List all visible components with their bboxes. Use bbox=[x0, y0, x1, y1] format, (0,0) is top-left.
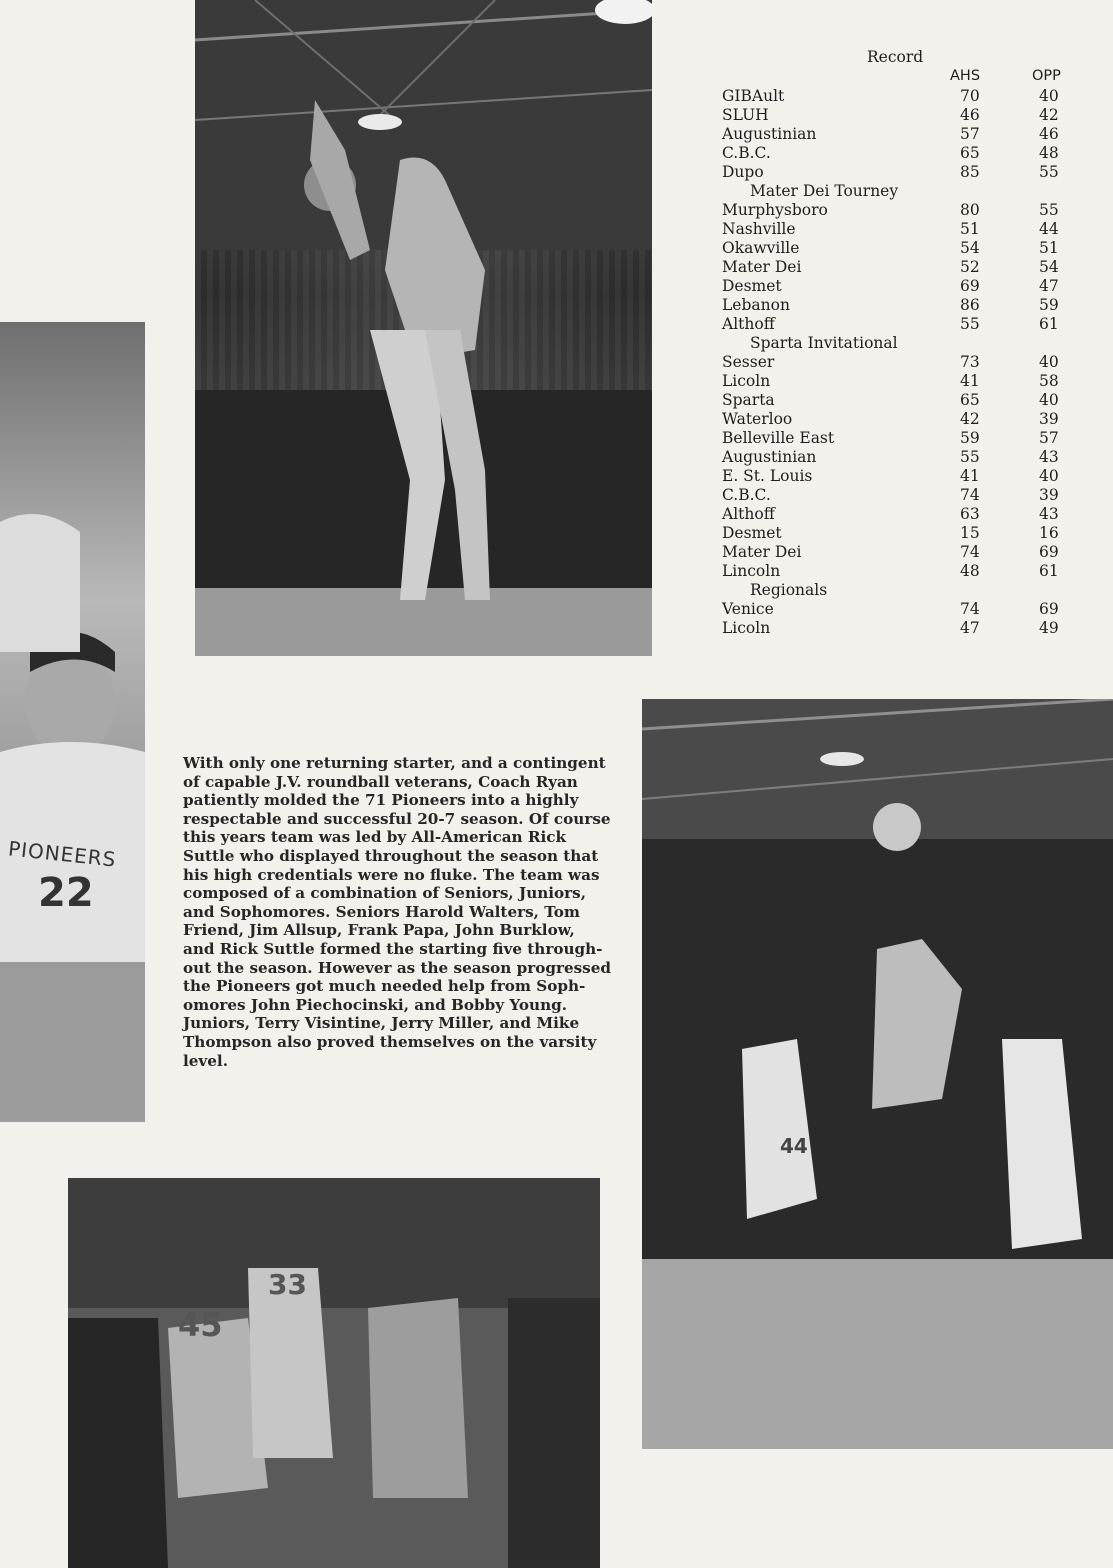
season-summary-text bbox=[183, 754, 623, 1070]
opponent-name: Sesser bbox=[722, 353, 775, 371]
record-row bbox=[722, 562, 1072, 581]
record-header-ahs: AHS bbox=[950, 68, 981, 84]
opponent-name: Augustinian bbox=[722, 125, 817, 143]
opponent-name: C.B.C. bbox=[722, 144, 771, 162]
record-row bbox=[722, 619, 1072, 638]
opp-score: 40 bbox=[1039, 353, 1059, 371]
opp-score: 61 bbox=[1039, 315, 1059, 333]
story-line: composed of a combination of Seniors, Juniors, bbox=[183, 884, 587, 903]
opp-score: 39 bbox=[1039, 486, 1059, 504]
ahs-score: 41 bbox=[960, 467, 980, 485]
opponent-name: Althoff bbox=[722, 505, 775, 523]
opponent-name: E. St. Louis bbox=[722, 467, 813, 485]
opp-score: 39 bbox=[1039, 410, 1059, 428]
story-line: the Pioneers got much needed help from Soph- bbox=[183, 977, 586, 996]
record-rows bbox=[722, 87, 1072, 638]
story-line: and Rick Suttle formed the starting five through- bbox=[183, 939, 603, 958]
ahs-score: 74 bbox=[960, 486, 980, 504]
opp-score: 57 bbox=[1039, 429, 1059, 447]
record-row bbox=[722, 277, 1072, 296]
record-row bbox=[722, 239, 1072, 258]
record-row bbox=[722, 600, 1072, 619]
opp-score: 16 bbox=[1039, 524, 1059, 542]
ahs-score: 85 bbox=[960, 163, 980, 181]
jersey-number-45: 45 bbox=[178, 1306, 223, 1344]
opp-score: 44 bbox=[1039, 220, 1059, 238]
ahs-score: 73 bbox=[960, 353, 980, 371]
photo-jump-shot-art bbox=[642, 699, 1113, 1449]
story-line: Friend, Jim Allsup, Frank Papa, John Burklow, bbox=[183, 921, 575, 940]
jersey-number-33: 33 bbox=[268, 1268, 307, 1301]
ahs-score: 65 bbox=[960, 144, 980, 162]
record-row bbox=[722, 315, 1072, 334]
ahs-score: 52 bbox=[960, 258, 980, 276]
section-label: Regionals bbox=[750, 581, 828, 599]
opponent-name: Murphysboro bbox=[722, 201, 828, 219]
opp-score: 69 bbox=[1039, 543, 1059, 561]
ahs-score: 74 bbox=[960, 543, 980, 561]
ahs-score: 80 bbox=[960, 201, 980, 219]
ahs-score: 65 bbox=[960, 391, 980, 409]
record-row bbox=[722, 391, 1072, 410]
record-row bbox=[722, 429, 1072, 448]
opp-score: 59 bbox=[1039, 296, 1059, 314]
opponent-name: Augustinian bbox=[722, 448, 817, 466]
opponent-name: Licoln bbox=[722, 372, 771, 390]
record-row bbox=[722, 296, 1072, 315]
opponent-name: Dupo bbox=[722, 163, 764, 181]
ahs-score: 51 bbox=[960, 220, 980, 238]
ahs-score: 69 bbox=[960, 277, 980, 295]
record-section-heading bbox=[722, 581, 1072, 600]
record-header-opp: OPP bbox=[1032, 68, 1061, 84]
opponent-name: Mater Dei bbox=[722, 543, 802, 561]
jersey-number-44: 44 bbox=[780, 1134, 808, 1158]
opponent-name: Mater Dei bbox=[722, 258, 802, 276]
opp-score: 55 bbox=[1039, 201, 1059, 219]
photo-team-huddle bbox=[68, 1178, 600, 1568]
story-line: and Sophomores. Seniors Harold Walters, Tom bbox=[183, 902, 580, 921]
record-row bbox=[722, 125, 1072, 144]
photo-player-portrait-art bbox=[0, 322, 145, 1122]
record-row bbox=[722, 448, 1072, 467]
record-row bbox=[722, 258, 1072, 277]
opponent-name: Desmet bbox=[722, 524, 782, 542]
record-row bbox=[722, 524, 1072, 543]
opp-score: 40 bbox=[1039, 391, 1059, 409]
opp-score: 47 bbox=[1039, 277, 1059, 295]
ahs-score: 48 bbox=[960, 562, 980, 580]
opp-score: 46 bbox=[1039, 125, 1059, 143]
record-row bbox=[722, 220, 1072, 239]
record-row bbox=[722, 163, 1072, 182]
ahs-score: 54 bbox=[960, 239, 980, 257]
opponent-name: Nashville bbox=[722, 220, 796, 238]
ahs-score: 86 bbox=[960, 296, 980, 314]
opponent-name: SLUH bbox=[722, 106, 769, 124]
opp-score: 48 bbox=[1039, 144, 1059, 162]
opponent-name: C.B.C. bbox=[722, 486, 771, 504]
opp-score: 54 bbox=[1039, 258, 1059, 276]
opp-score: 49 bbox=[1039, 619, 1059, 637]
opp-score: 55 bbox=[1039, 163, 1059, 181]
opponent-name: Waterloo bbox=[722, 410, 793, 428]
ahs-score: 15 bbox=[960, 524, 980, 542]
record-row bbox=[722, 410, 1072, 429]
opponent-name: Licoln bbox=[722, 619, 771, 637]
opponent-name: Desmet bbox=[722, 277, 782, 295]
photo-rebound-jump bbox=[195, 0, 652, 656]
opponent-name: Althoff bbox=[722, 315, 775, 333]
ahs-score: 59 bbox=[960, 429, 980, 447]
story-line: Suttle who displayed throughout the season that bbox=[183, 846, 599, 865]
opponent-name: Lincoln bbox=[722, 562, 781, 580]
record-row bbox=[722, 353, 1072, 372]
record-row bbox=[722, 467, 1072, 486]
ahs-score: 63 bbox=[960, 505, 980, 523]
opp-score: 43 bbox=[1039, 448, 1059, 466]
opponent-name: Okawville bbox=[722, 239, 800, 257]
ahs-score: 57 bbox=[960, 125, 980, 143]
record-row bbox=[722, 505, 1072, 524]
record-row bbox=[722, 144, 1072, 163]
story-line: Thompson also proved themselves on the varsity bbox=[183, 1032, 597, 1051]
record-title: Record bbox=[867, 48, 924, 66]
story-line: Juniors, Terry Visintine, Jerry Miller, and Mike bbox=[183, 1014, 580, 1033]
opp-score: 61 bbox=[1039, 562, 1059, 580]
story-line: patiently molded the 71 Pioneers into a highly bbox=[183, 791, 579, 810]
record-section-heading bbox=[722, 182, 1072, 201]
story-line: of capable J.V. roundball veterans, Coach Ryan bbox=[183, 772, 578, 791]
story-line: his high credentials were no fluke. The team was bbox=[183, 865, 600, 884]
story-line: omores John Piechocinski, and Bobby Young. bbox=[183, 995, 568, 1014]
record-row bbox=[722, 486, 1072, 505]
opp-score: 51 bbox=[1039, 239, 1059, 257]
section-label: Sparta Invitational bbox=[750, 334, 898, 352]
ahs-score: 47 bbox=[960, 619, 980, 637]
opp-score: 43 bbox=[1039, 505, 1059, 523]
ahs-score: 74 bbox=[960, 600, 980, 618]
opp-score: 40 bbox=[1039, 467, 1059, 485]
story-line: level. bbox=[183, 1051, 228, 1070]
record-row bbox=[722, 106, 1072, 125]
story-line: out the season. However as the season progressed bbox=[183, 958, 611, 977]
photo-rebound-jump-art bbox=[195, 0, 652, 656]
story-line: With only one returning starter, and a contingent bbox=[183, 754, 606, 772]
ahs-score: 55 bbox=[960, 315, 980, 333]
opponent-name: Lebanon bbox=[722, 296, 790, 314]
opponent-name: Venice bbox=[722, 600, 774, 618]
ahs-score: 46 bbox=[960, 106, 980, 124]
opp-score: 58 bbox=[1039, 372, 1059, 390]
ahs-score: 70 bbox=[960, 87, 980, 105]
record-row bbox=[722, 87, 1072, 106]
opponent-name: Sparta bbox=[722, 391, 775, 409]
opponent-name: GIBAult bbox=[722, 87, 785, 105]
opp-score: 42 bbox=[1039, 106, 1059, 124]
record-row bbox=[722, 543, 1072, 562]
opp-score: 69 bbox=[1039, 600, 1059, 618]
record-row bbox=[722, 201, 1072, 220]
ahs-score: 41 bbox=[960, 372, 980, 390]
opponent-name: Belleville East bbox=[722, 429, 835, 447]
section-label: Mater Dei Tourney bbox=[750, 182, 899, 200]
jersey-text: PIONEERS bbox=[7, 836, 118, 872]
photo-team-huddle-art bbox=[68, 1178, 600, 1568]
jersey-number: 22 bbox=[38, 870, 94, 916]
record-section-heading bbox=[722, 334, 1072, 353]
ahs-score: 55 bbox=[960, 448, 980, 466]
story-line: this years team was led by All-American Rick bbox=[183, 828, 567, 847]
photo-jump-shot bbox=[642, 699, 1113, 1449]
opp-score: 40 bbox=[1039, 87, 1059, 105]
record-row bbox=[722, 372, 1072, 391]
story-line: respectable and successful 20-7 season. Of course bbox=[183, 809, 611, 828]
photo-player-portrait bbox=[0, 322, 145, 1122]
ahs-score: 42 bbox=[960, 410, 980, 428]
